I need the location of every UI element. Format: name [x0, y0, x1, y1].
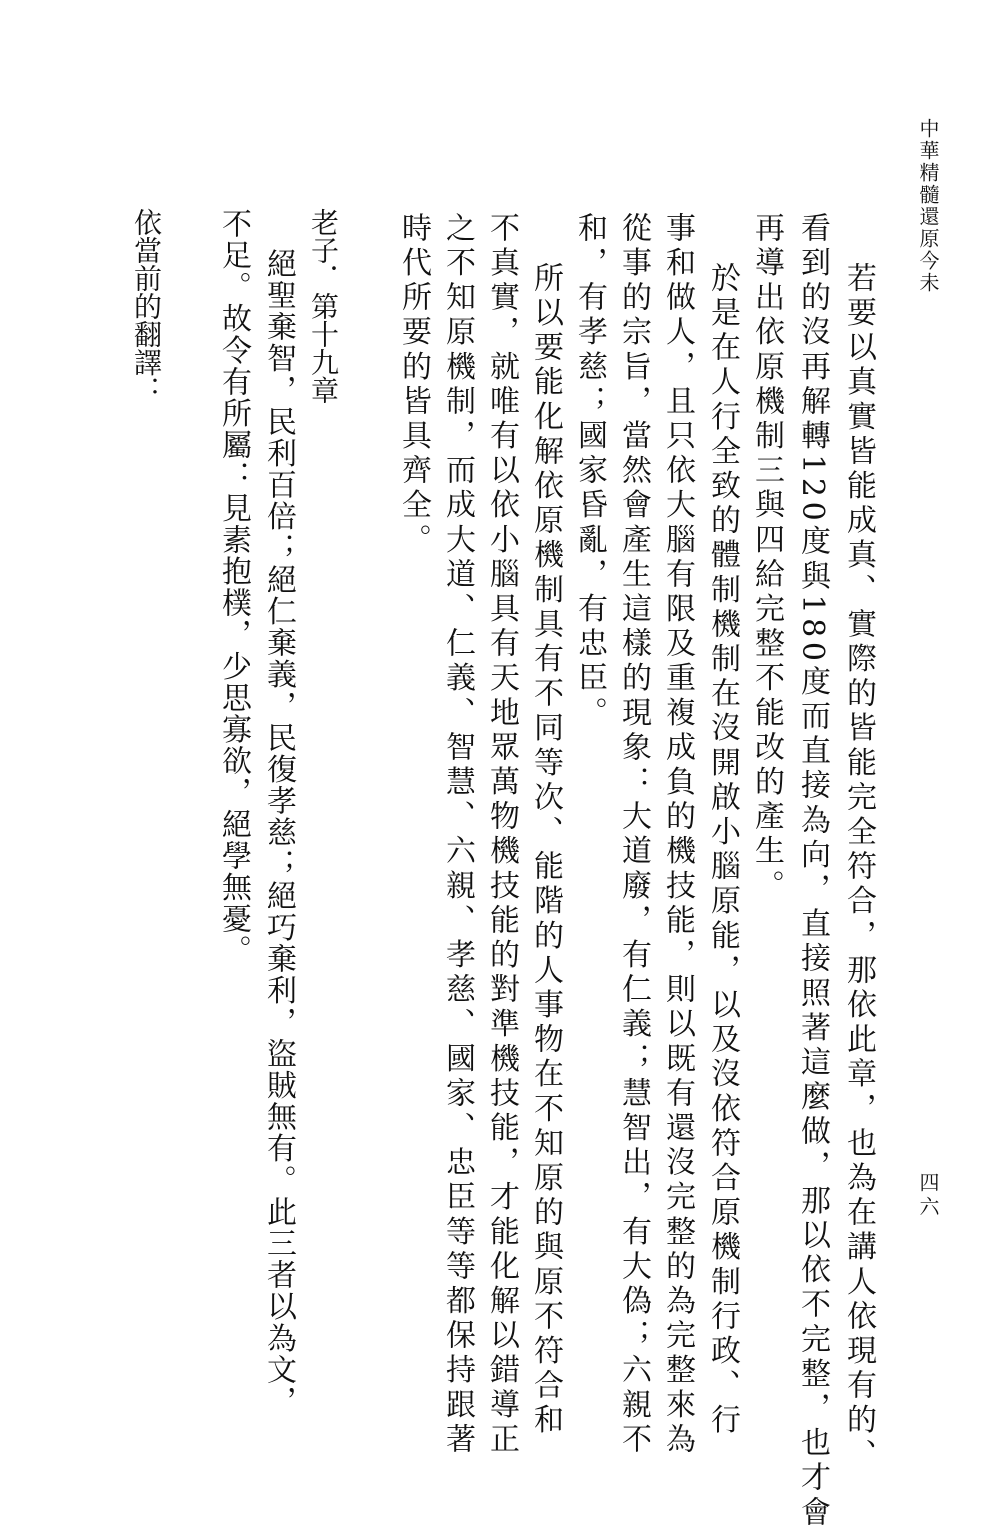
page-number: 四六: [916, 1172, 940, 1220]
body-line: 再導出依原機制三與四給完整不能改的產生。: [749, 212, 784, 904]
translation-intro: 依當前的翻譯：: [130, 208, 163, 404]
body-line: 若要以真實皆能成真、實際的皆能完全符合，那依此章，也為在講人依現有的、: [841, 262, 876, 1473]
chapter-heading: 老子．第十九章: [307, 208, 340, 404]
body-line: 於是在人行全致的體制機制在沒開啟小腦原能，以及沒依符合原機制行政、行: [705, 262, 740, 1439]
body-line: 所以要能化解依原機制具有不同等次、能階的人事物在不知原的與原不符合和: [528, 262, 563, 1439]
body-line: 看到的沒再解轉120度與180度而直接為向，直接照著這麼做，那以依不完整，也才會: [795, 212, 830, 1531]
quote-line: 絕聖棄智，民利百倍；絕仁棄義，民復孝慈；絕巧棄利，盜賊無有。此三者以為文，: [261, 248, 296, 1418]
body-line: 之不知原機制，而成大道、仁義、智慧、六親、孝慈、國家、忠臣等等都保持跟著: [440, 212, 475, 1458]
body-line: 時代所要的皆具齊全。: [396, 212, 431, 558]
body-line: 和，有孝慈；國家昏亂，有忠臣。: [572, 212, 607, 731]
running-head: 中華精髓還原今未: [916, 118, 940, 294]
body-line: 事和做人，且只依大腦有限及重複成負的機技能，則以既有還沒完整的為完整來為: [660, 212, 695, 1458]
quote-line: 不足。故令有所屬：見素抱樸，少思寡欲，絕學無憂。: [216, 208, 251, 967]
body-line: 不真實，就唯有以依小腦具有天地眾萬物機技能的對準機技能，才能化解以錯導正: [484, 212, 519, 1458]
body-line: 從事的宗旨，當然會產生這樣的現象：大道廢，有仁義；慧智出，有大偽；六親不: [616, 212, 651, 1458]
